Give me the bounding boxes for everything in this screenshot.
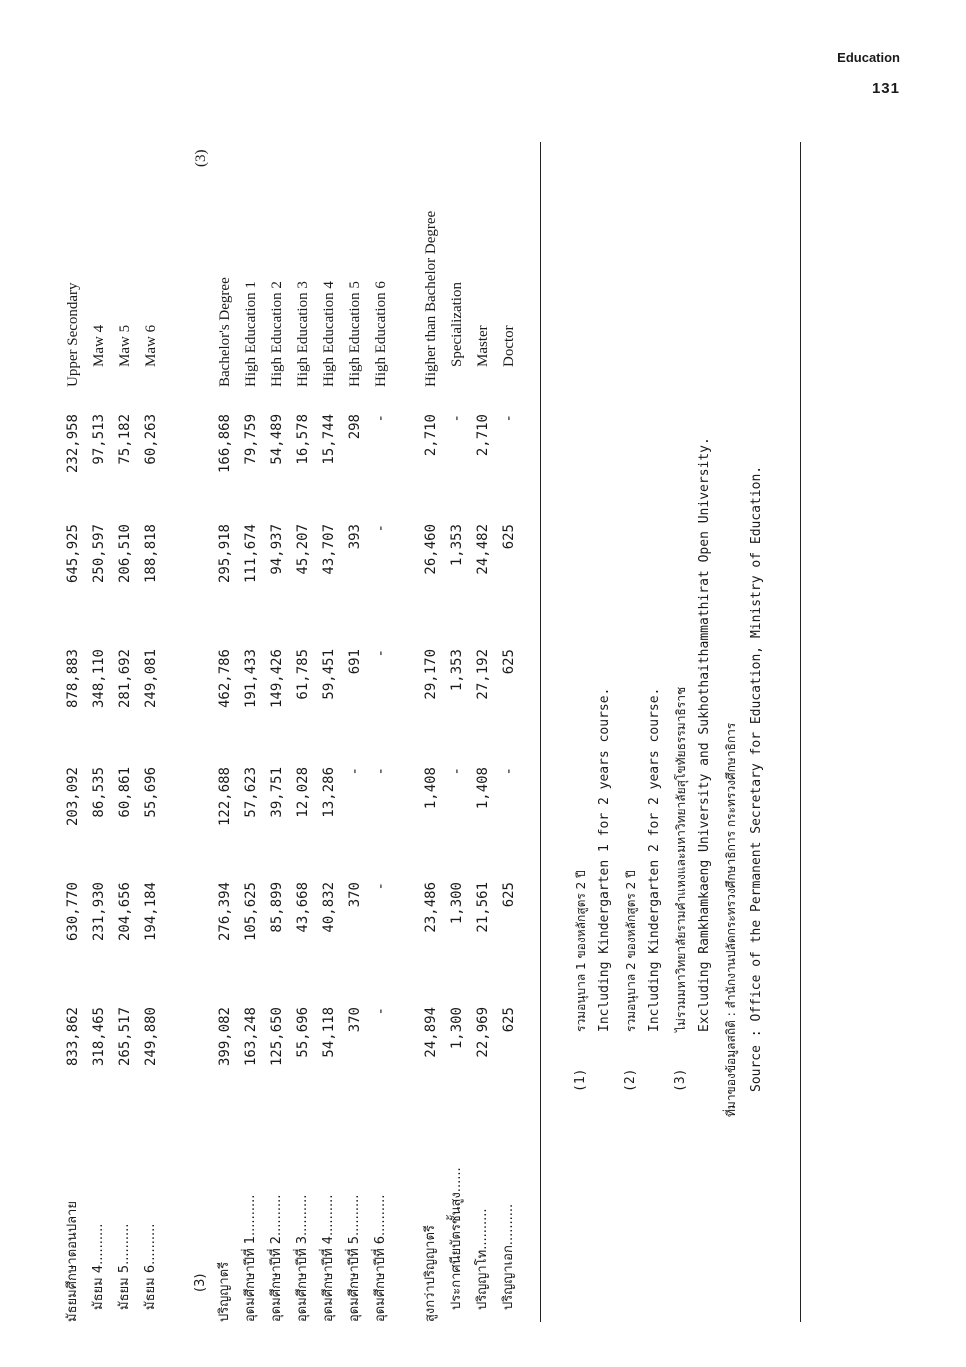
cell-value: 149,426 xyxy=(269,649,285,709)
cell-value: 85,899 xyxy=(269,882,285,933)
cell-value: 57,623 xyxy=(243,767,259,818)
row-label-th: ปริญญาเอก.......... xyxy=(501,1203,516,1310)
cell-value: 625 xyxy=(501,1007,517,1033)
cell-value: 23,486 xyxy=(423,882,439,933)
page-number: 131 xyxy=(871,80,900,97)
row-label-en: Bachelor's Degree xyxy=(217,277,233,387)
cell-value: 22,969 xyxy=(475,1007,491,1058)
cell-value: - xyxy=(449,414,465,423)
row-label-en: High Education 4 xyxy=(321,281,337,387)
cell-value: 878,883 xyxy=(65,649,81,709)
cell-value: 191,433 xyxy=(243,649,259,709)
row-label-th: ปริญญาตรี xyxy=(217,1261,232,1322)
cell-value: 1,353 xyxy=(449,649,465,692)
note-ref-en: (3) xyxy=(193,149,209,167)
table-row xyxy=(496,142,522,1322)
table-bottom-rule xyxy=(540,142,541,1322)
cell-value: 26,460 xyxy=(423,524,439,575)
cell-value: - xyxy=(501,414,517,423)
row-label-th: อุดมศึกษาปีที่ 6.......... xyxy=(373,1194,388,1322)
cell-value: 29,170 xyxy=(423,649,439,700)
table-row xyxy=(444,142,470,1322)
cell-value: 163,248 xyxy=(243,1007,259,1067)
cell-value: 265,517 xyxy=(117,1007,133,1067)
cell-value: 54,118 xyxy=(321,1007,337,1058)
row-label-th: อุดมศึกษาปีที่ 4.......... xyxy=(321,1194,336,1322)
cell-value: - xyxy=(373,767,389,776)
cell-value: 630,770 xyxy=(65,882,81,942)
section-title: Education xyxy=(837,50,900,65)
cell-value: 625 xyxy=(501,882,517,908)
cell-value: 43,668 xyxy=(295,882,311,933)
cell-value: 75,182 xyxy=(117,414,133,465)
cell-value: - xyxy=(373,882,389,891)
table-row xyxy=(264,142,290,1322)
cell-value: 2,710 xyxy=(475,414,491,457)
table-row xyxy=(290,142,316,1322)
cell-value: 166,868 xyxy=(217,414,233,474)
row-label-en: Maw 4 xyxy=(91,324,107,367)
cell-value: - xyxy=(373,1007,389,1016)
cell-value: 105,625 xyxy=(243,882,259,942)
row-label-en: Maw 6 xyxy=(143,324,159,367)
row-label-th: อุดมศึกษาปีที่ 2.......... xyxy=(269,1194,284,1322)
page-bottom-rule xyxy=(800,142,801,1322)
cell-value: - xyxy=(347,767,363,776)
row-label-th: ประกาศนียบัตรชั้นสูง...... xyxy=(449,1167,464,1310)
table-row xyxy=(418,142,444,1322)
source-th: ที่มาของข้อมูลสถิติ : สำนักงานปลัดกระทรวงศึกษาธิการ กระทรวงศึกษาธิการ xyxy=(724,722,738,1117)
cell-value: 833,862 xyxy=(65,1007,81,1067)
row-label-en: Master xyxy=(475,325,491,367)
footnote-en: Including Kindergarten 2 for 2 years course. xyxy=(647,687,662,1032)
footnote-th: ไม่รวมมหาวิทยาลัยรามคำแหงและมหาวิทยาลัยสุโขทัยธรรมาธิราช xyxy=(674,686,688,1032)
footnote-th: รวมอนุบาล 1 ของหลักสูตร 2 ปี xyxy=(574,870,588,1032)
row-label-en: High Education 6 xyxy=(373,281,389,387)
row-label-th: มัธยม 5.......... xyxy=(117,1223,132,1310)
row-label-en: Doctor xyxy=(501,325,517,367)
cell-value: 249,880 xyxy=(143,1007,159,1067)
cell-value: 55,696 xyxy=(143,767,159,818)
cell-value: 24,894 xyxy=(423,1007,439,1058)
row-label-th: อุดมศึกษาปีที่ 5.......... xyxy=(347,1194,362,1322)
table-row xyxy=(470,142,496,1322)
cell-value: - xyxy=(449,767,465,776)
cell-value: 39,751 xyxy=(269,767,285,818)
cell-value: 318,465 xyxy=(91,1007,107,1067)
cell-value: 1,408 xyxy=(423,767,439,810)
cell-value: 298 xyxy=(347,414,363,440)
row-label-en: Specialization xyxy=(449,282,465,367)
cell-value: - xyxy=(373,524,389,533)
cell-value: 399,082 xyxy=(217,1007,233,1067)
table-row xyxy=(238,142,264,1322)
cell-value: 1,408 xyxy=(475,767,491,810)
table-row xyxy=(138,142,164,1322)
footnote-en: Excluding Ramkhamkaeng University and Sukhothaithammathirat Open University. xyxy=(697,437,712,1032)
cell-value: 61,785 xyxy=(295,649,311,700)
cell-value: 194,184 xyxy=(143,882,159,942)
cell-value: - xyxy=(373,414,389,423)
row-label-en: High Education 3 xyxy=(295,281,311,387)
row-label-th: ปริญญาโท.......... xyxy=(475,1208,490,1310)
cell-value: 2,710 xyxy=(423,414,439,457)
cell-value: 231,930 xyxy=(91,882,107,942)
cell-value: 188,818 xyxy=(143,524,159,584)
table-row xyxy=(316,142,342,1322)
footnote-th: รวมอนุบาล 2 ของหลักสูตร 2 ปี xyxy=(624,870,638,1032)
row-label-th: มัธยม 6.......... xyxy=(143,1223,158,1310)
cell-value: 24,482 xyxy=(475,524,491,575)
cell-value: 249,081 xyxy=(143,649,159,709)
cell-value: 45,207 xyxy=(295,524,311,575)
footnote-marker: (3) xyxy=(673,1068,688,1092)
cell-value: 1,300 xyxy=(449,882,465,925)
cell-value: 54,489 xyxy=(269,414,285,465)
cell-value: - xyxy=(373,649,389,658)
cell-value: 625 xyxy=(501,649,517,675)
cell-value: 125,650 xyxy=(269,1007,285,1067)
cell-value: 206,510 xyxy=(117,524,133,584)
row-label-en: High Education 2 xyxy=(269,281,285,387)
cell-value: 40,832 xyxy=(321,882,337,933)
cell-value: 370 xyxy=(347,882,363,908)
row-label-en: Maw 5 xyxy=(117,324,133,367)
cell-value: 59,451 xyxy=(321,649,337,700)
cell-value: 60,861 xyxy=(117,767,133,818)
cell-value: - xyxy=(501,767,517,776)
cell-value: 21,561 xyxy=(475,882,491,933)
cell-value: 204,656 xyxy=(117,882,133,942)
cell-value: 43,707 xyxy=(321,524,337,575)
cell-value: 370 xyxy=(347,1007,363,1033)
table-row xyxy=(368,142,394,1322)
cell-value: 60,263 xyxy=(143,414,159,465)
cell-value: 645,925 xyxy=(65,524,81,584)
cell-value: 55,696 xyxy=(295,1007,311,1058)
row-label-th: มัธยมศึกษาตอนปลาย xyxy=(65,1201,80,1322)
cell-value: 625 xyxy=(501,524,517,550)
table-row xyxy=(212,142,238,1322)
cell-value: 94,937 xyxy=(269,524,285,575)
cell-value: 281,692 xyxy=(117,649,133,709)
table-row xyxy=(60,142,86,1322)
row-label-en: High Education 1 xyxy=(243,281,259,387)
row-label-en: Higher than Bachelor Degree xyxy=(423,210,439,387)
cell-value: 15,744 xyxy=(321,414,337,465)
table-row xyxy=(112,142,138,1322)
note-ref-row xyxy=(188,142,214,1322)
cell-value: 276,394 xyxy=(217,882,233,942)
row-label-en: Upper Secondary xyxy=(65,282,81,387)
cell-value: 1,353 xyxy=(449,524,465,567)
cell-value: 691 xyxy=(347,649,363,675)
row-label-th: สูงกว่าปริญญาตรี xyxy=(423,1225,438,1322)
cell-value: 348,110 xyxy=(91,649,107,709)
note-ref-th: (3) xyxy=(193,1273,208,1292)
cell-value: 393 xyxy=(347,524,363,550)
cell-value: 86,535 xyxy=(91,767,107,818)
footnote-en: Including Kindergarten 1 for 2 years course. xyxy=(597,687,612,1032)
table-row xyxy=(342,142,368,1322)
cell-value: 111,674 xyxy=(243,524,259,584)
cell-value: 295,918 xyxy=(217,524,233,584)
cell-value: 13,286 xyxy=(321,767,337,818)
rotated-table-page xyxy=(60,142,820,1322)
cell-value: 462,786 xyxy=(217,649,233,709)
cell-value: 16,578 xyxy=(295,414,311,465)
footnote-marker: (2) xyxy=(623,1068,638,1092)
row-label-en: High Education 5 xyxy=(347,281,363,387)
footnote-marker: (1) xyxy=(573,1068,588,1092)
row-label-th: มัธยม 4.......... xyxy=(91,1223,106,1310)
cell-value: 97,513 xyxy=(91,414,107,465)
source-en: Source : Office of the Permanent Secretary for Education, Ministry of Education. xyxy=(749,465,764,1092)
cell-value: 12,028 xyxy=(295,767,311,818)
table-row xyxy=(86,142,112,1322)
cell-value: 250,597 xyxy=(91,524,107,584)
row-label-th: อุดมศึกษาปีที่ 3.......... xyxy=(295,1194,310,1322)
cell-value: 203,092 xyxy=(65,767,81,827)
cell-value: 1,300 xyxy=(449,1007,465,1050)
row-label-th: อุดมศึกษาปีที่ 1.......... xyxy=(243,1194,258,1322)
cell-value: 27,192 xyxy=(475,649,491,700)
cell-value: 122,688 xyxy=(217,767,233,827)
cell-value: 232,958 xyxy=(65,414,81,474)
cell-value: 79,759 xyxy=(243,414,259,465)
